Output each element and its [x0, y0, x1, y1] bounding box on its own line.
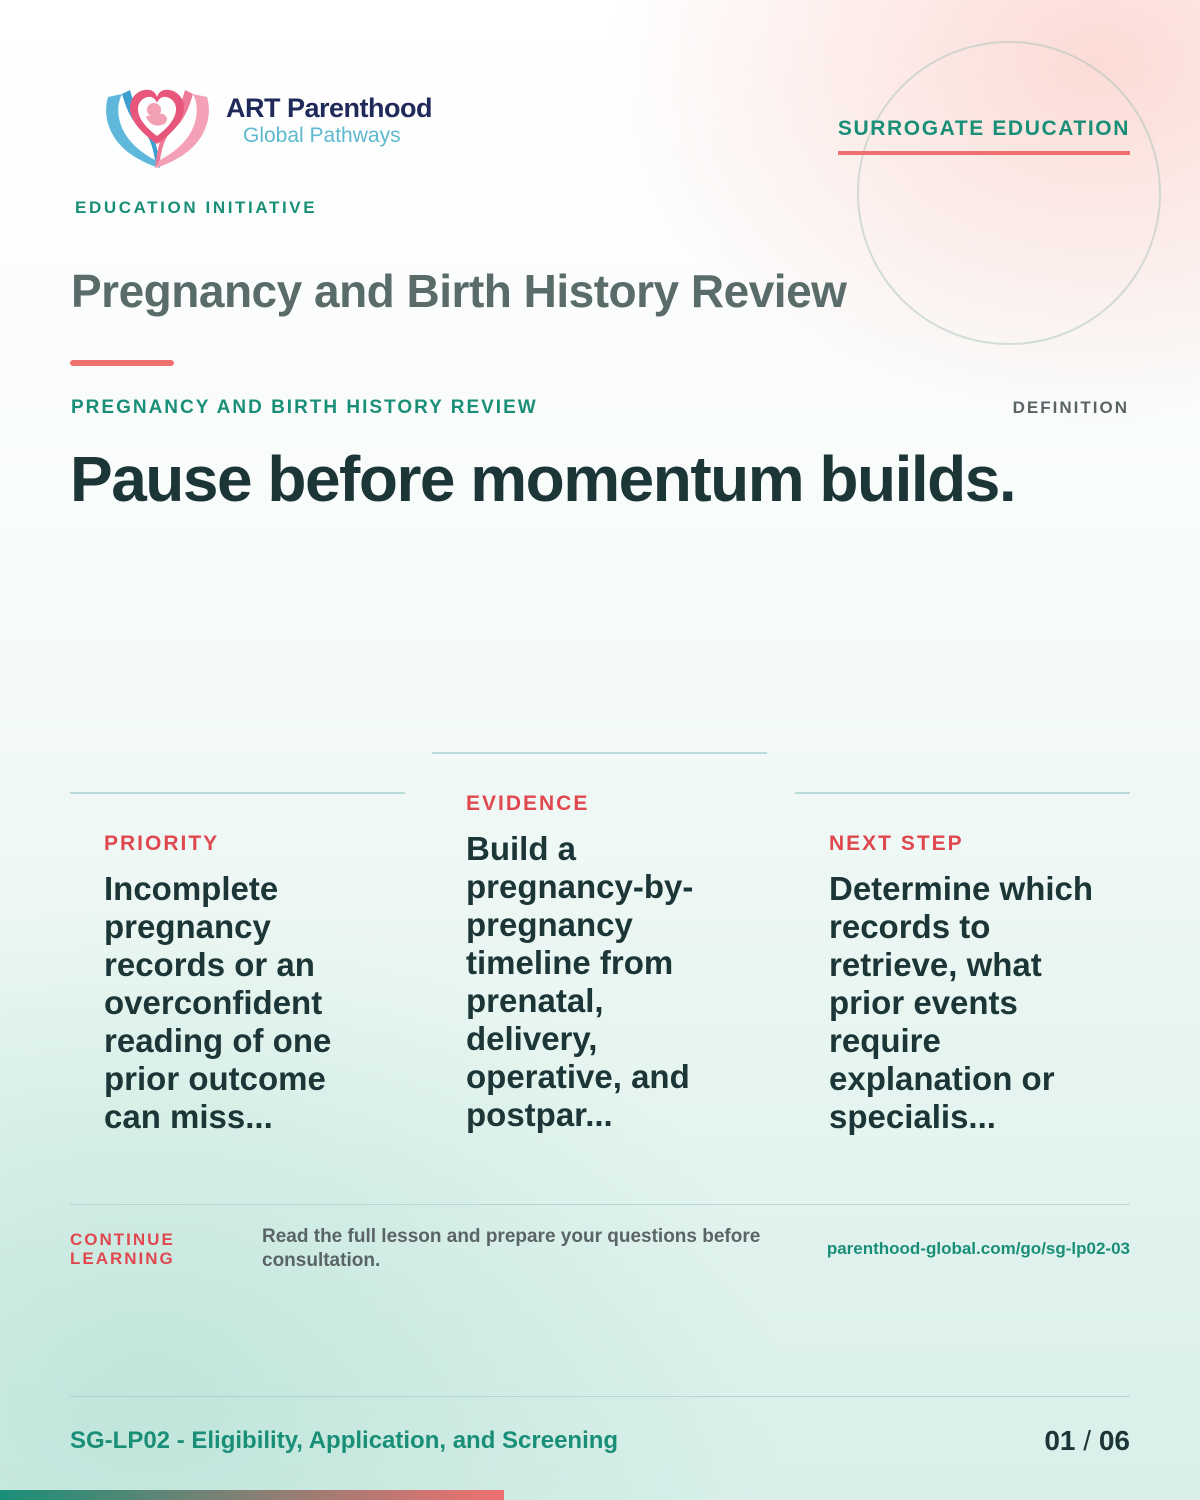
headline: Pause before momentum builds.: [70, 443, 1016, 515]
page-total: 06: [1098, 1425, 1130, 1456]
page-counter: [1044, 1425, 1130, 1457]
page-separator: /: [1083, 1425, 1092, 1456]
lesson-link[interactable]: parenthood-global.com/go/sg-lp02-03: [826, 1239, 1130, 1258]
bottom-progress-bar: [0, 1490, 504, 1500]
page-current: 01: [1044, 1425, 1076, 1456]
priority-column: [70, 792, 405, 1136]
decorative-circle: [857, 41, 1161, 345]
brand-block: [226, 92, 432, 148]
evidence-column: [432, 752, 767, 1134]
course-title: SG-LP02 - Eligibility, Application, and Screening: [70, 1427, 619, 1454]
brand-subtitle: Global Pathways: [243, 124, 401, 147]
column-label: NEXT STEP: [829, 832, 964, 855]
category-tag: SURROGATE EDUCATION: [838, 117, 1130, 155]
initiative-label: EDUCATION INITIATIVE: [75, 198, 318, 217]
column-body: Build a pregnancy-by-pregnancy timeline from prenatal, delivery, operative, and postpar...: [466, 830, 694, 1133]
cta-label: CONTINUE LEARNING: [70, 1230, 175, 1268]
next-step-column: [795, 792, 1130, 1136]
section-eyebrow: PREGNANCY AND BIRTH HISTORY REVIEW: [71, 397, 538, 418]
column-label: PRIORITY: [104, 832, 220, 855]
column-body: Determine which records to retrieve, what prior events require explanation or specialis...: [829, 870, 1094, 1135]
column-label: EVIDENCE: [466, 792, 590, 815]
cta-text: Read the full lesson and prepare your questions before consultation.: [262, 1226, 761, 1271]
heart-hands-baby-icon: [100, 72, 215, 172]
cta-divider: [70, 1204, 1130, 1205]
page-title: Pregnancy and Birth History Review: [71, 265, 847, 317]
title-accent-bar: [70, 360, 174, 366]
column-body: Incomplete pregnancy records or an overconfident reading of one prior outcome can miss...: [104, 870, 332, 1135]
footer-divider: [70, 1396, 1130, 1397]
section-type: DEFINITION: [1012, 398, 1129, 417]
brand-name: ART Parenthood: [226, 93, 432, 123]
